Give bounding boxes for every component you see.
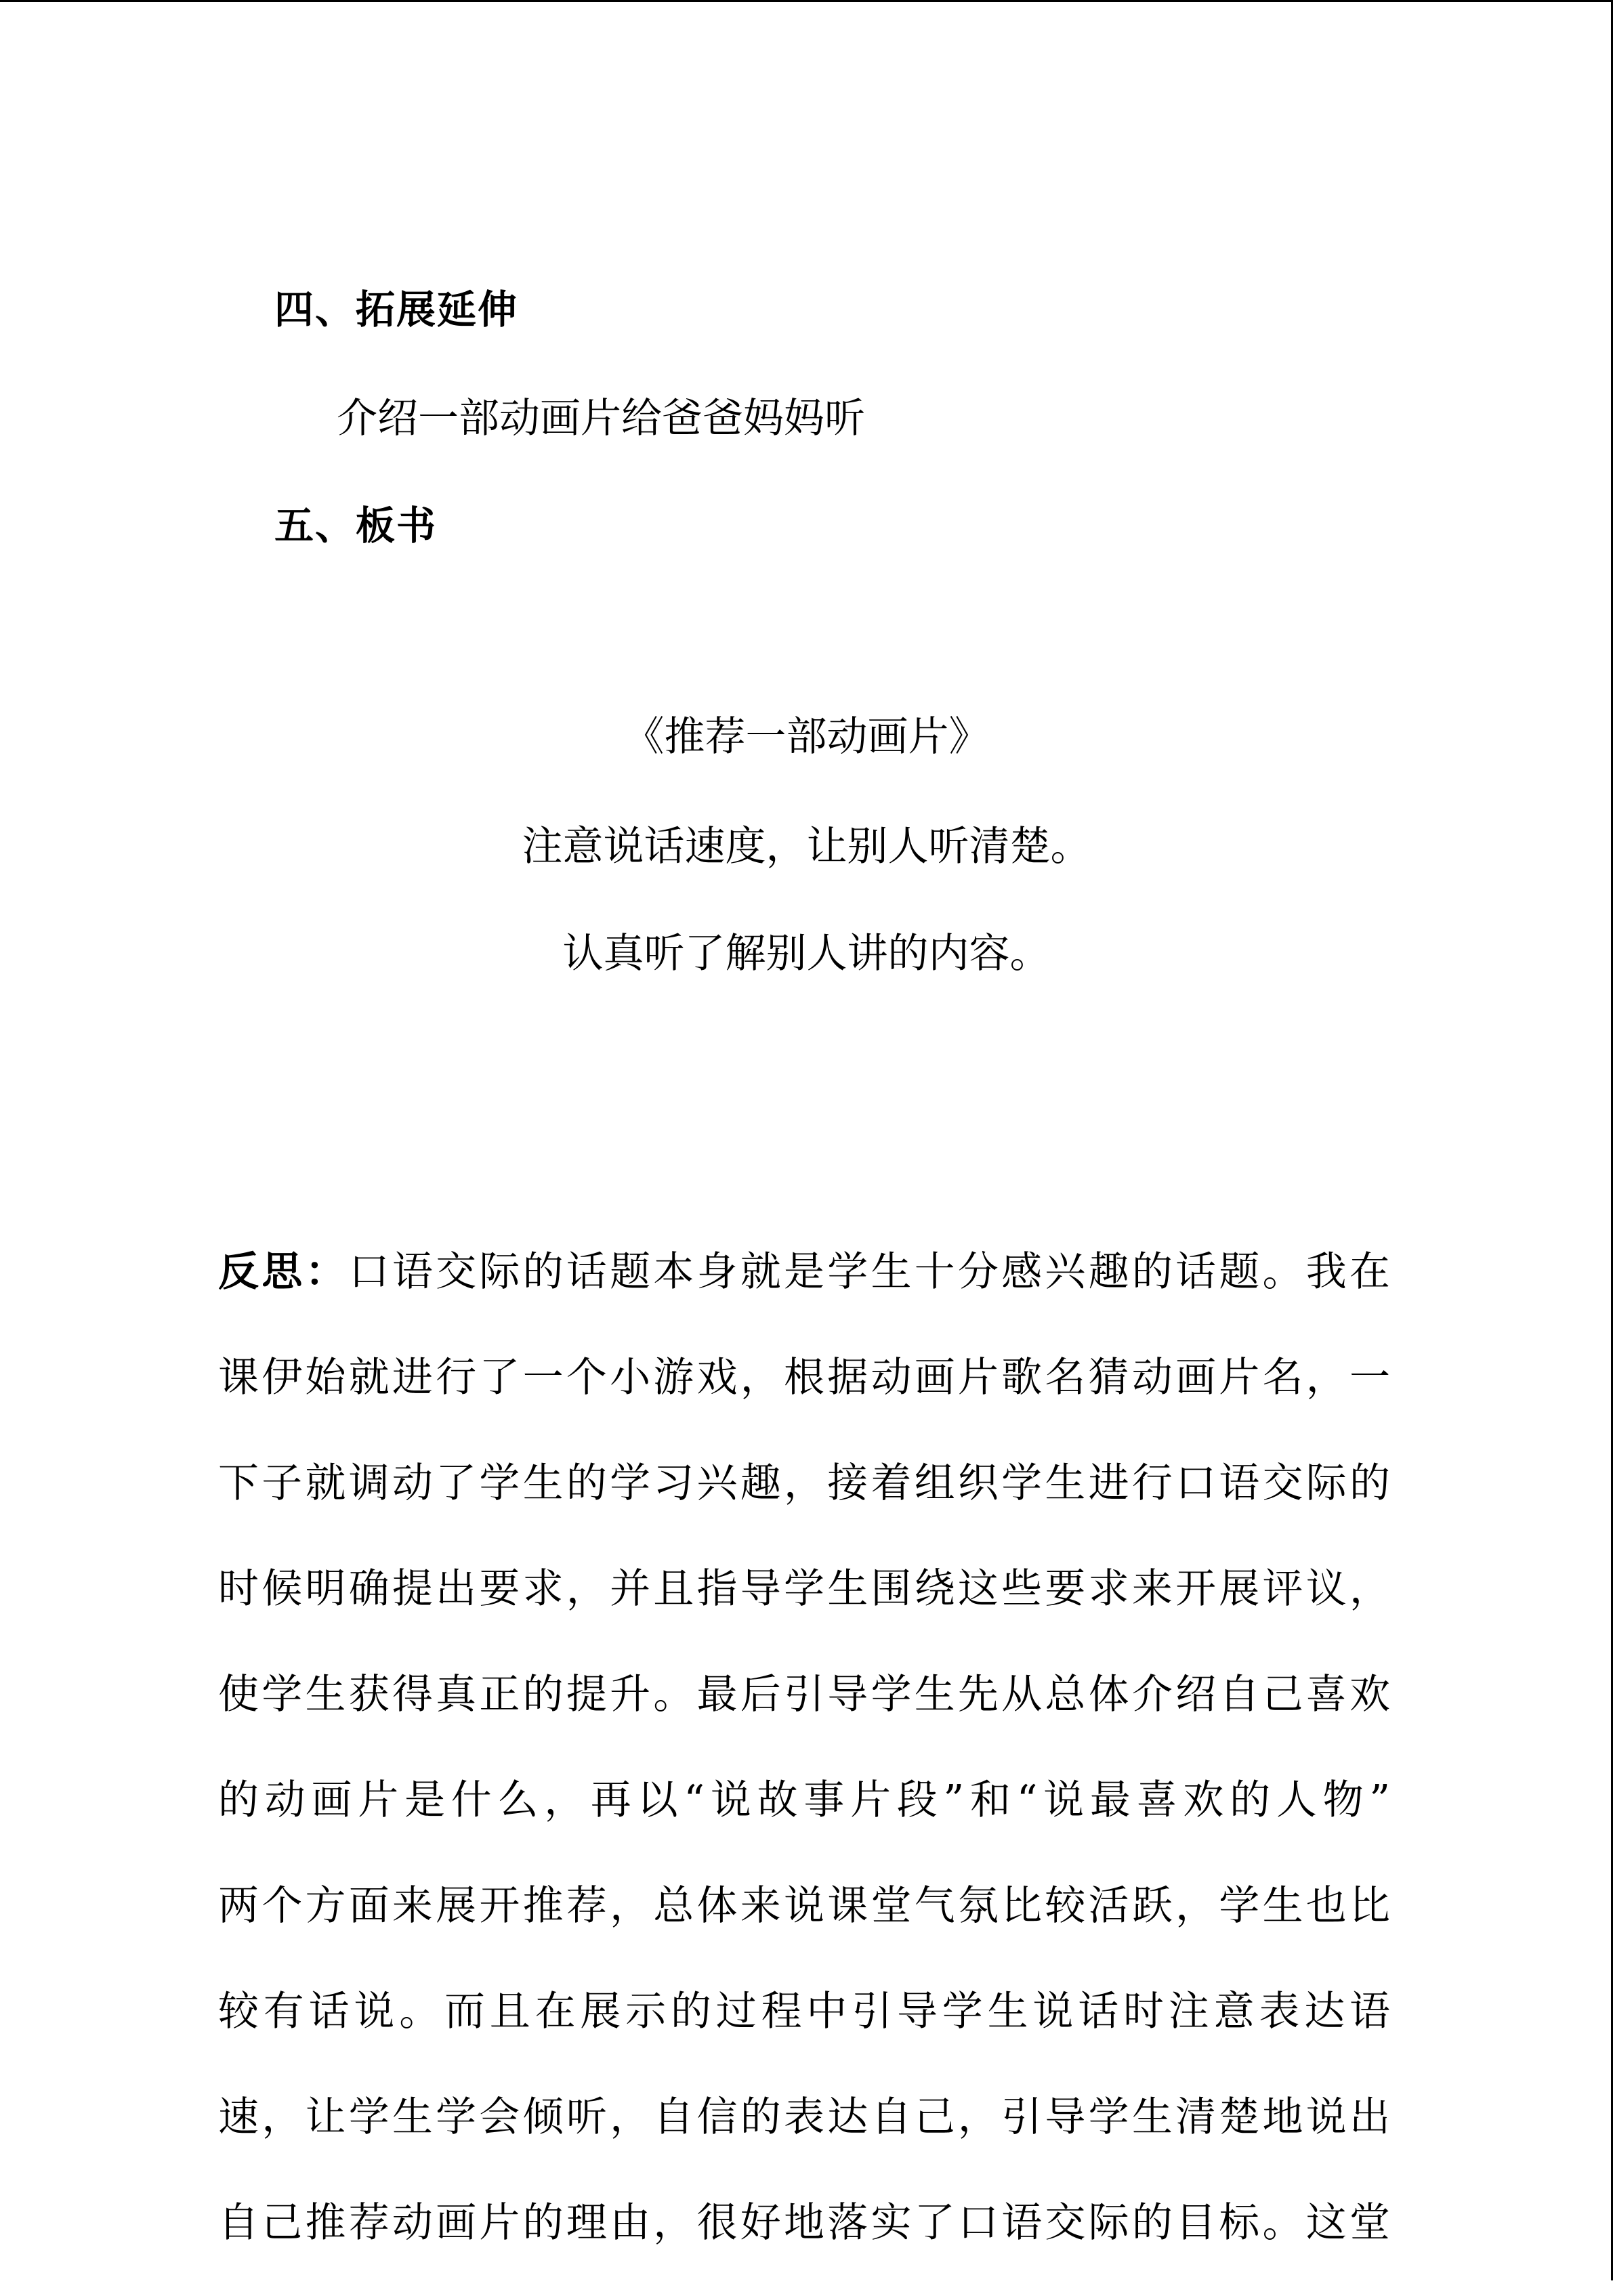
section-heading-board: 五、板书: [274, 503, 438, 549]
reflection-paragraph: [218, 1239, 1390, 2296]
reflection-line: 两个方面来展开推荐，总体来说课堂气氛比较活跃，学生也比: [218, 1882, 1390, 1930]
reflection-line: 课伊始就进行了一个小游戏，根据动画片歌名猜动画片名，一: [218, 1354, 1390, 1401]
page-top-border: [0, 0, 1613, 2]
reflection-line: 下子就调动了学生的学习兴趣，接着组织学生进行口语交际的: [218, 1460, 1390, 1507]
board-title: 《推荐一部动画片》: [623, 713, 990, 761]
reflection-line: 反思：口语交际的话题本身就是学生十分感兴趣的话题。我在: [218, 1248, 1391, 1296]
board-point-1: 注意说话速度，让别人听清楚。: [522, 823, 1091, 870]
section-heading-extension: 四、拓展延伸: [274, 286, 519, 333]
reflection-line: 自己推荐动画片的理由，很好地落实了口语交际的目标。这堂: [218, 2199, 1390, 2247]
reflection-line: 的动画片是什么，再以“说故事片段”和“说最喜欢的人物”: [218, 1777, 1390, 1824]
reflection-line: 时候明确提出要求，并且指导学生围绕这些要求来开展评议，: [218, 1565, 1390, 1613]
board-point-2: 认真听了解别人讲的内容。: [562, 930, 1051, 977]
reflection-line: 使学生获得真正的提升。最后引导学生先从总体介绍自己喜欢: [218, 1671, 1390, 1718]
reflection-label: 反思：: [218, 1248, 349, 1296]
extension-body-text: 介绍一部动画片给爸爸妈妈听: [337, 395, 865, 442]
reflection-line: 速，让学生学会倾听，自信的表达自己，引导学生清楚地说出: [218, 2093, 1390, 2141]
reflection-line: 较有话说。而且在展示的过程中引导学生说话时注意表达语: [218, 1988, 1390, 2035]
